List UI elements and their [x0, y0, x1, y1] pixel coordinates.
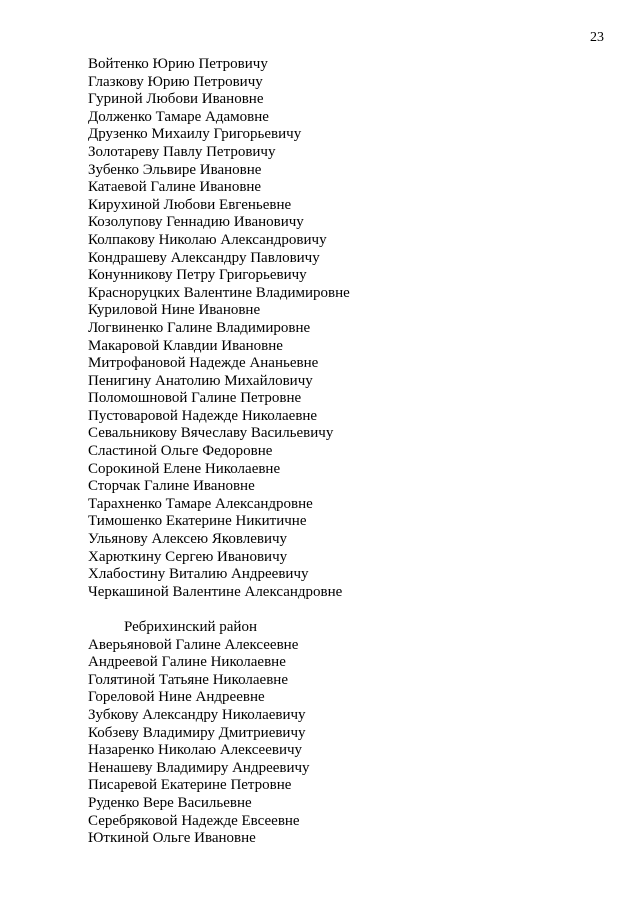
name-list-item: Харюткину Сергею Ивановичу [88, 548, 288, 565]
name-list-item: Черкашиной Валентине Александровне [88, 583, 343, 600]
name-list-item: Друзенко Михаилу Григорьевичу [88, 126, 302, 143]
name-list-main [88, 56, 608, 601]
name-list-item: Макаровой Клавдии Ивановне [88, 337, 283, 354]
name-list-item: Зубкову Александру Николаевичу [88, 706, 306, 723]
name-list-item: Золотареву Павлу Петровичу [88, 143, 276, 160]
name-list-item: Назаренко Николаю Алексеевичу [88, 742, 303, 759]
name-list-item: Севальникову Вячеславу Васильевичу [88, 425, 334, 442]
name-list-item: Руденко Вере Васильевне [88, 794, 252, 811]
name-list-item: Зубенко Эльвире Ивановне [88, 161, 262, 178]
name-list-section [88, 637, 608, 848]
name-list-item: Пустоваровой Надежде Николаевне [88, 407, 318, 424]
name-list-item: Андреевой Галине Николаевне [88, 654, 286, 671]
name-list-item: Аверьяновой Галине Алексеевне [88, 636, 299, 653]
name-list-item: Долженко Тамаре Адамовне [88, 108, 269, 125]
name-list-item: Красноруцких Валентине Владимировне [88, 284, 350, 301]
name-list-item: Ульянову Алексею Яковлевичу [88, 531, 288, 548]
name-list-item: Ненашеву Владимиру Андреевичу [88, 759, 310, 776]
name-list-item: Глазкову Юрию Петровичу [88, 73, 263, 90]
names-block [88, 56, 608, 848]
name-list-item: Сластиной Ольге Федоровне [88, 443, 273, 460]
name-list-item: Писаревой Екатерине Петровне [88, 777, 292, 794]
name-list-item: Козолупову Геннадию Ивановичу [88, 214, 304, 231]
name-list-item: Кондрашеву Александру Павловичу [88, 249, 320, 266]
name-list-item: Войтенко Юрию Петровичу [88, 56, 268, 72]
name-list-item: Куриловой Нине Ивановне [88, 302, 261, 319]
name-list-item: Кобзеву Владимиру Дмитриевичу [88, 724, 306, 741]
page-number: 23 [590, 30, 604, 45]
name-list-item: Кирухиной Любови Евгеньевне [88, 196, 292, 213]
name-list-item: Пенигину Анатолию Михайловичу [88, 372, 313, 389]
name-list-item: Поломошновой Галине Петровне [88, 390, 302, 407]
name-list-item: Сорокиной Елене Николаевне [88, 460, 281, 477]
name-list-item: Колпакову Николаю Александровичу [88, 231, 327, 248]
name-list-item: Хлабостину Виталию Андреевичу [88, 566, 309, 583]
name-list-item: Митрофановой Надежде Ананьевне [88, 355, 319, 372]
name-list-item: Голятиной Татьяне Николаевне [88, 671, 288, 688]
name-list-item: Гореловой Нине Андреевне [88, 689, 265, 706]
section-heading: Ребрихинский район [124, 619, 257, 635]
name-list-item: Сторчак Галине Ивановне [88, 478, 255, 495]
name-list-item: Конунникову Петру Григорьевичу [88, 267, 307, 284]
name-list-item: Серебряковой Надежде Евсеевне [88, 812, 300, 829]
name-list-item: Тимошенко Екатерине Никитичне [88, 513, 307, 530]
name-list-item: Логвиненко Галине Владимировне [88, 319, 311, 336]
name-list-item: Гуриной Любови Ивановне [88, 91, 264, 108]
name-list-item: Тарахненко Тамаре Александровне [88, 495, 313, 512]
name-list-item: Катаевой Галине Ивановне [88, 179, 262, 196]
name-list-item: Юткиной Ольге Ивановне [88, 830, 256, 847]
